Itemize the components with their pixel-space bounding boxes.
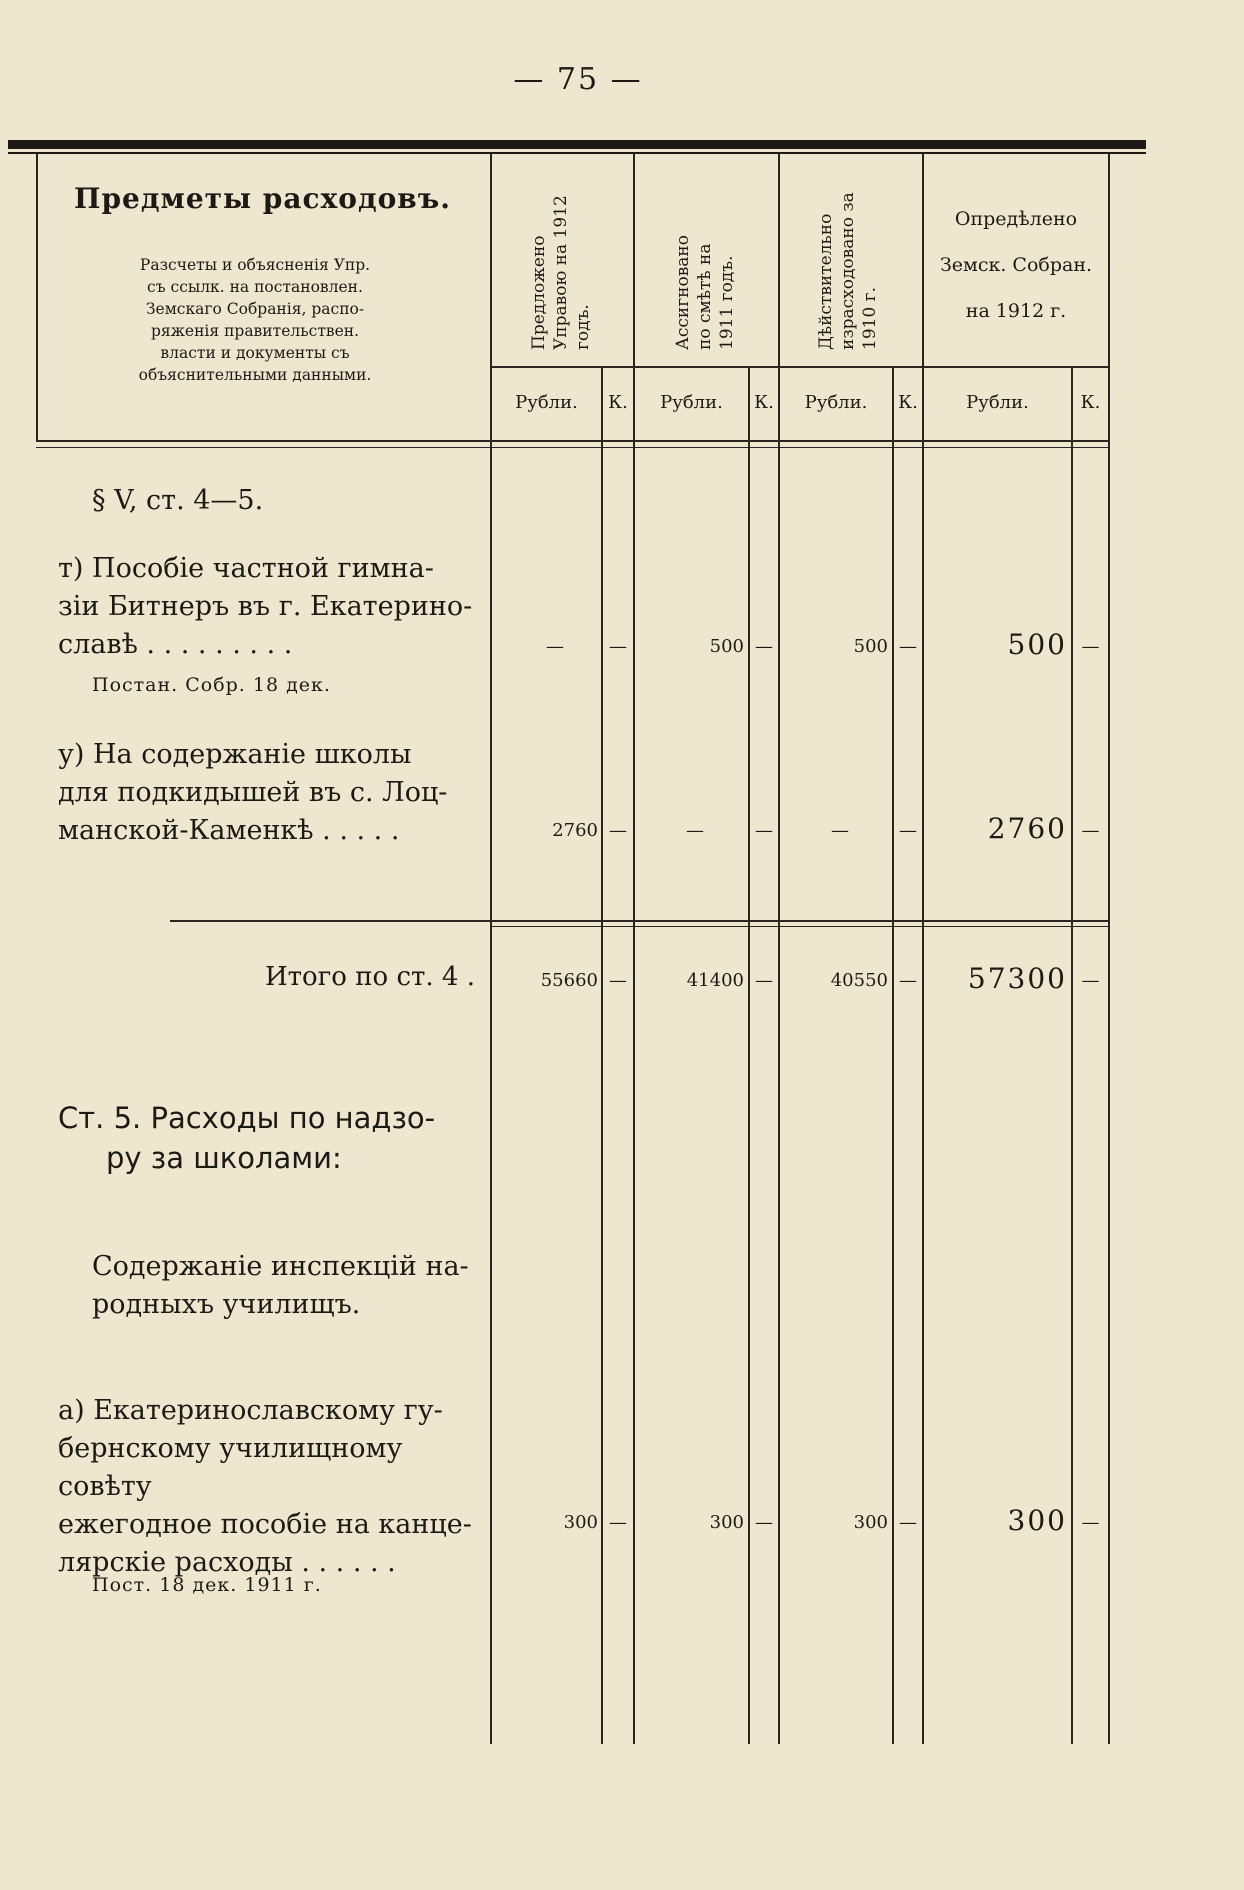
item-u-line: манской-Каменкѣ . . . . . — [58, 815, 400, 846]
item-u-assigned-kop: — — [755, 820, 773, 841]
unit-kop-3: К. — [898, 392, 918, 413]
item-a-text — [58, 1392, 478, 1582]
item-a-spent-rub: 300 — [853, 1512, 888, 1533]
total-spent-rub: 40550 — [830, 970, 888, 991]
col-header-determined-line: Опредѣлено — [954, 208, 1078, 230]
header-subtitle-line: Разсчеты и объясненія Упр. — [139, 256, 371, 274]
item-a-determined-rub: 300 — [1007, 1504, 1067, 1537]
item-t-spent-kop: — — [899, 636, 917, 657]
col-line-c3-kop — [892, 368, 894, 1744]
article-5-line: Ст. 5. Расходы по надзо- — [58, 1101, 436, 1135]
item-a-note: Пост. 18 дек. 1911 г. — [92, 1574, 322, 1596]
item-t-line: славѣ . . . . . . . . . — [58, 629, 293, 660]
total-determined-rub: 57300 — [967, 962, 1067, 995]
item-a-proposed-rub: 300 — [563, 1512, 598, 1533]
total-rule — [170, 920, 1110, 922]
item-u-proposed-kop: — — [609, 820, 627, 841]
item-a-line: бернскому училищному совѣту — [58, 1433, 403, 1502]
subsection-line: Содержаніе инспекцій на- — [92, 1251, 469, 1282]
item-t-line: зіи Битнеръ въ г. Екатерино- — [58, 591, 473, 622]
col-header-spent: Дѣйствительно израсходовано за 1910 г. — [816, 192, 880, 350]
article-5-heading — [58, 1098, 478, 1178]
total-spent-kop: — — [899, 970, 917, 991]
col-header-determined — [924, 196, 1108, 334]
item-t-spent-rub: 500 — [853, 636, 888, 657]
header-subtitle — [80, 254, 430, 386]
unit-kop-4: К. — [1080, 392, 1101, 413]
item-t-proposed-kop: — — [609, 636, 627, 657]
total-assigned-rub: 41400 — [686, 970, 744, 991]
col-header-assigned: Ассигновано по смѣтѣ на 1911 годъ. — [673, 235, 737, 350]
subsection-line: родныхъ училищъ. — [92, 1289, 361, 1320]
unit-rub-4: Рубли. — [966, 392, 1029, 413]
unit-kop-1: К. — [608, 392, 628, 413]
header-unit-line — [490, 366, 1110, 368]
unit-rub-1: Рубли. — [515, 392, 578, 413]
item-a-proposed-kop: — — [609, 1512, 627, 1533]
header-bottom-line-2 — [36, 447, 1110, 448]
subsection-heading — [92, 1248, 472, 1324]
item-a-assigned-kop: — — [755, 1512, 773, 1533]
total-rule-2 — [490, 926, 1110, 927]
item-u-line: для подкидышей въ с. Лоц- — [58, 777, 448, 808]
col-header-proposed: Предложено Управою на 1912 годъ. — [529, 195, 593, 350]
header-subtitle-line: Земскаго Собранія, распо- — [145, 300, 365, 318]
header-subtitle-line: объяснительными данными. — [138, 366, 372, 384]
total-proposed-kop: — — [609, 970, 627, 991]
section-heading: § V, ст. 4—5. — [92, 485, 264, 516]
unit-kop-2: К. — [754, 392, 774, 413]
col-line-left — [36, 154, 38, 442]
item-t-determined-kop: — — [1081, 636, 1100, 657]
item-t-assigned-rub: 500 — [709, 636, 744, 657]
total-label: Итого по ст. 4 . — [264, 962, 475, 992]
item-a-line: лярскіе расходы . . . . . . — [58, 1547, 396, 1578]
col-line-right — [1108, 154, 1110, 1744]
item-u-line: у) На содержаніе школы — [58, 739, 412, 770]
header-subtitle-line: ряженія правительствен. — [150, 322, 360, 340]
item-u-proposed-rub: 2760 — [552, 820, 598, 841]
article-5-line: ру за школами: — [106, 1141, 342, 1175]
item-a-line: ежегодное пособіе на канце- — [58, 1509, 472, 1540]
item-u-determined-kop: — — [1081, 820, 1100, 841]
item-u-determined-rub: 2760 — [987, 812, 1067, 845]
col-line-c2-kop — [748, 368, 750, 1744]
item-a-determined-kop: — — [1081, 1512, 1100, 1533]
header-subtitle-line: съ ссылк. на постановлен. — [147, 278, 363, 296]
item-t-determined-rub: 500 — [1007, 628, 1067, 661]
page-number: — 75 — — [513, 62, 643, 97]
top-rule-thin — [8, 152, 1146, 154]
item-u-text — [58, 736, 478, 850]
unit-rub-3: Рубли. — [804, 392, 868, 413]
item-u-spent-rub: — — [831, 820, 849, 841]
header-title: Предметы расходовъ. — [74, 182, 451, 215]
header-subtitle-line: власти и документы съ — [160, 344, 350, 362]
top-rule-thick — [8, 140, 1146, 149]
header-bottom-line — [36, 440, 1110, 442]
item-a-assigned-rub: 300 — [709, 1512, 744, 1533]
total-proposed-rub: 55660 — [540, 970, 598, 991]
total-assigned-kop: — — [755, 970, 773, 991]
item-a-spent-kop: — — [899, 1512, 917, 1533]
item-a-line: а) Екатеринославскому гу- — [58, 1395, 443, 1426]
total-determined-kop: — — [1081, 970, 1100, 991]
unit-rub-2: Рубли. — [660, 392, 723, 413]
item-t-proposed-rub: — — [546, 636, 564, 657]
item-t-assigned-kop: — — [755, 636, 773, 657]
col-line-c4-kop — [1071, 368, 1073, 1744]
col-header-determined-line: на 1912 г. — [965, 300, 1067, 322]
col-line-c1-kop — [601, 368, 603, 1744]
item-t-line: т) Пособіе частной гимна- — [58, 553, 434, 584]
item-t-text — [58, 550, 478, 664]
col-header-determined-line: Земск. Собран. — [939, 254, 1093, 276]
item-u-spent-kop: — — [899, 820, 917, 841]
item-t-note: Постан. Собр. 18 дек. — [92, 674, 331, 696]
item-u-assigned-rub: — — [686, 820, 704, 841]
